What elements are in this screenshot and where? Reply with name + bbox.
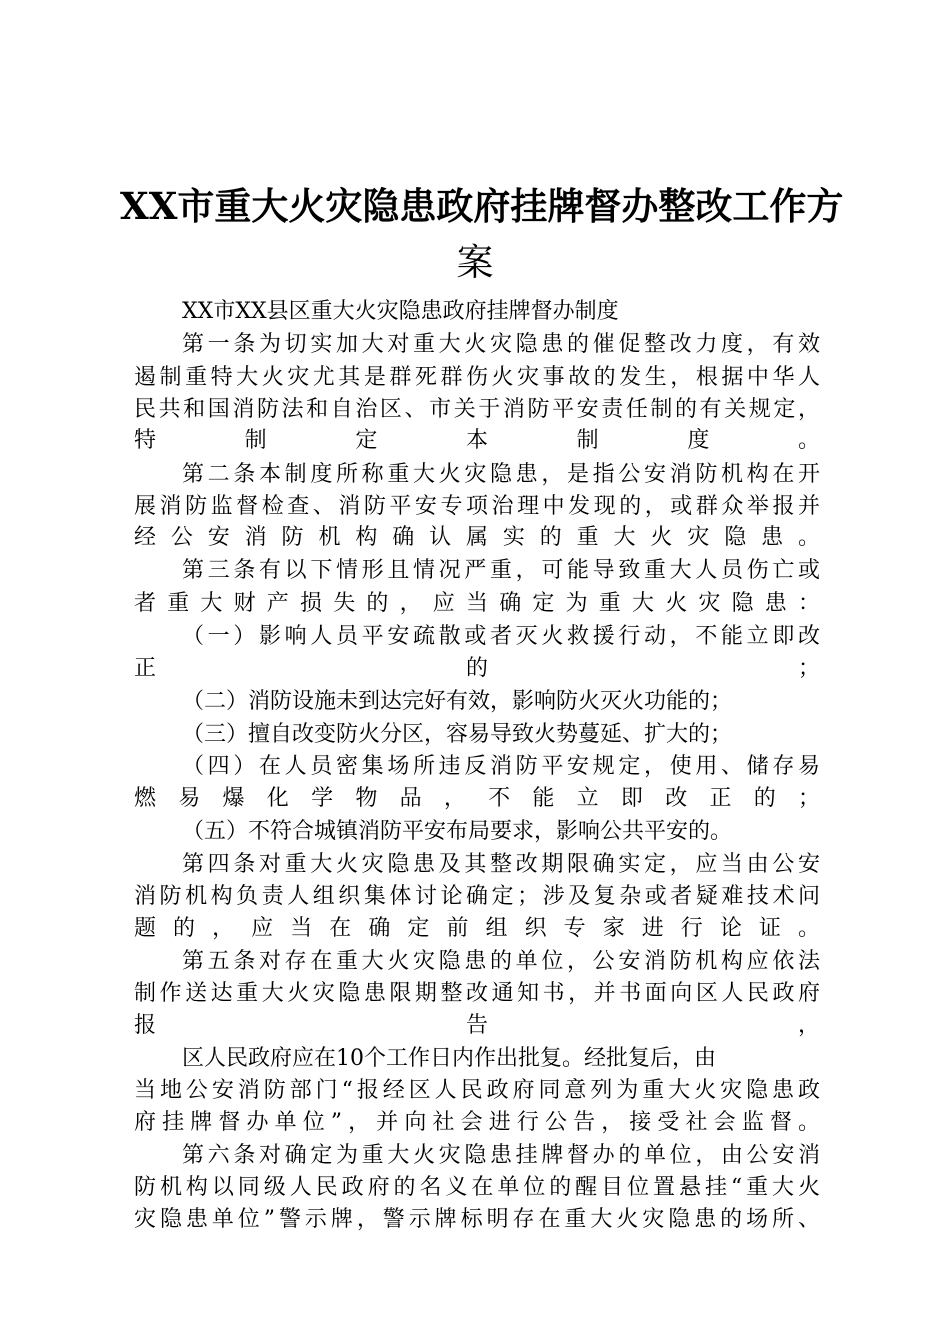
paragraph-line: 灾隐患单位”警示牌，警示牌标明存在重大火灾隐患的场所、 xyxy=(134,1207,820,1232)
paragraph-line: 报告， xyxy=(134,1013,820,1038)
list-item-line: （三）擅自改变防火分区，容易导致火势蔓延、扩大的； xyxy=(182,722,733,747)
list-item-line: 正的； xyxy=(134,656,820,681)
paragraph-line: 第五条对存在重大火灾隐患的单位，公安消防机构应依法 xyxy=(182,949,820,974)
paragraph-line: 当地公安消防部门“报经区人民政府同意列为重大火灾隐患政 xyxy=(134,1078,820,1103)
paragraph-line: 第三条有以下情形且情况严重，可能导致重大人员伤亡或 xyxy=(182,558,820,583)
paragraph-line: 遏制重特大火灾尤其是群死群伤火灾事故的发生，根据中华人 xyxy=(134,365,820,390)
document-subtitle: XX市XX县区重大火灾隐患政府挂牌督办制度 xyxy=(182,299,619,324)
paragraph-line: 区人民政府应在10个工作日内作出批复。经批复后，由 xyxy=(182,1046,716,1071)
paragraph-line: 题的，应当在确定前组织专家进行论证。 xyxy=(134,916,820,941)
paragraph-line: 防机构以同级人民政府的名义在单位的醒目位置悬挂“重大火 xyxy=(134,1175,820,1200)
paragraph-line: 第六条对确定为重大火灾隐患挂牌督办的单位，由公安消 xyxy=(182,1143,820,1168)
paragraph-line: 消防机构负责人组织集体讨论确定；涉及复杂或者疑难技术问 xyxy=(134,884,820,909)
document-title: XX市重大火灾隐患政府挂牌督办整改工作方 xyxy=(120,184,844,228)
paragraph-line: 经公安消防机构确认属实的重大火灾隐患。 xyxy=(134,525,820,550)
paragraph-line: 制作送达重大火灾隐患限期整改通知书，并书面向区人民政府 xyxy=(134,981,820,1006)
list-item-line: （二）消防设施未到达完好有效，影响防火灭火功能的； xyxy=(182,689,733,714)
paragraph-line: 府挂牌督办单位”，并向社会进行公告，接受社会监督。 xyxy=(134,1110,820,1135)
list-item-line: 燃易爆化学物品，不能立即改正的； xyxy=(134,786,820,811)
list-item-line: （四）在人员密集场所违反消防平安规定，使用、储存易 xyxy=(182,754,820,779)
paragraph-line: 民共和国消防法和自治区、市关于消防平安责任制的有关规定， xyxy=(134,397,820,422)
paragraph-line: 展消防监督检查、消防平安专项治理中发现的，或群众举报并 xyxy=(134,494,820,519)
paragraph-line: 第二条本制度所称重大火灾隐患，是指公安消防机构在开 xyxy=(182,462,820,487)
paragraph-line: 第四条对重大火灾隐患及其整改期限确实定，应当由公安 xyxy=(182,852,820,877)
paragraph-line: 特制定本制度。 xyxy=(134,428,820,453)
document-title-continued: 案 xyxy=(456,241,494,284)
paragraph-line: 者重大财产损失的，应当确定为重大火灾隐患： xyxy=(134,591,820,616)
list-item-line: （一）影响人员平安疏散或者灭火救援行动，不能立即改 xyxy=(182,624,820,649)
paragraph-line: 第一条为切实加大对重大火灾隐患的催促整改力度，有效 xyxy=(182,332,820,357)
list-item-line: （五）不符合城镇消防平安布局要求，影响公共平安的。 xyxy=(182,819,733,844)
